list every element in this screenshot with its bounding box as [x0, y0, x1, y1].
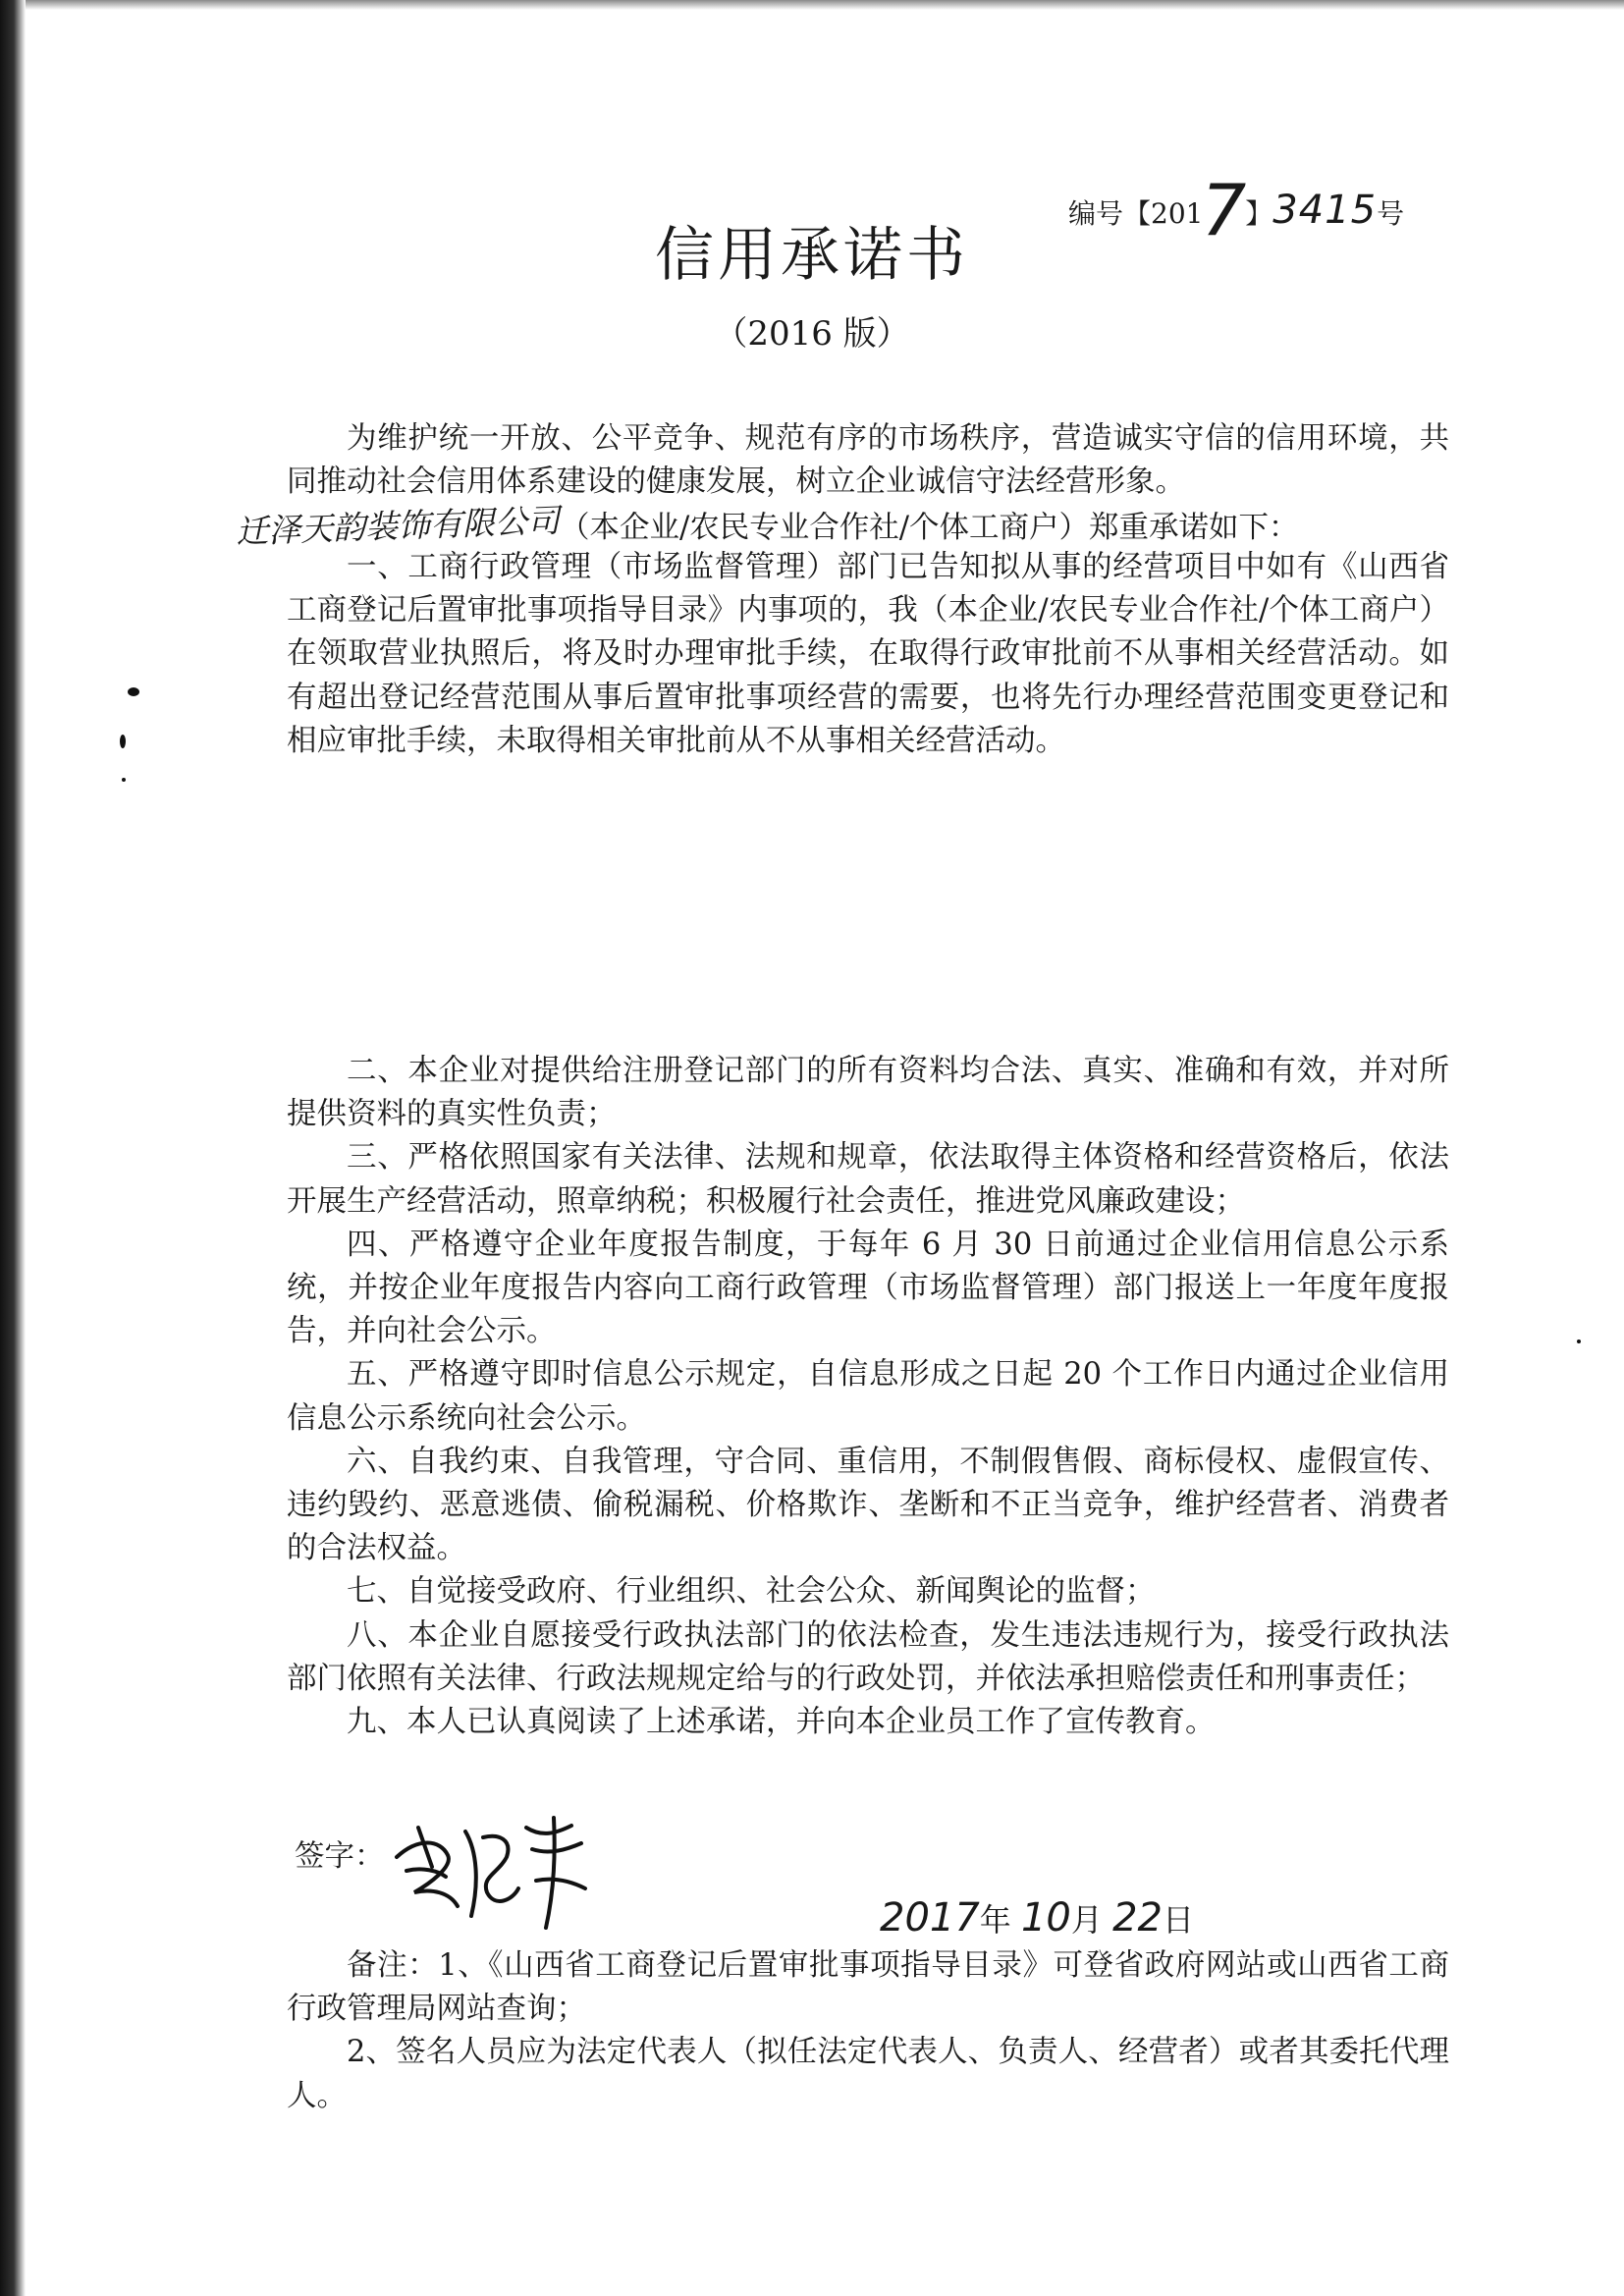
- clause-item: 八、本企业自愿接受行政执法部门的依法检查，发生违法违规行为，接受行政执法部门依照有关法律、行政法规规定给与的行政处罚，并依法承担赔偿责任和刑事责任；: [287, 1617, 1449, 1696]
- scan-speck: [1577, 1339, 1581, 1343]
- clause-item: 五、严格遵守即时信息公示规定，自信息形成之日起 20 个工作日内通过企业信用信息公示系统向社会公示。: [287, 1357, 1449, 1436]
- clause-item: 二、本企业对提供给注册登记部门的所有资料均合法、真实、准确和有效，并对所提供资料的真实性负责；: [287, 1054, 1449, 1132]
- date-year-unit: 年: [979, 1901, 1011, 1939]
- intro-paragraph: [287, 417, 1449, 504]
- clause-item: 七、自觉接受政府、行业组织、社会公众、新闻舆论的监督；: [347, 1574, 1156, 1610]
- clause-item: 三、严格依照国家有关法律、法规和规章，依法取得主体资格和经营资格后，依法开展生产经营活动，照章纳税；积极履行社会责任，推进党风廉政建设；: [287, 1140, 1449, 1219]
- date-month-unit: 月: [1070, 1901, 1103, 1939]
- clause-1-paragraph: [287, 546, 1449, 763]
- clause-item: 四、严格遵守企业年度报告制度，于每年 6 月 30 日前通过企业信用信息公示系统，并按企业年度报告内容向工商行政管理（市场监督管理）部门报送上一年度年度报告，并向社会公示。: [287, 1227, 1449, 1349]
- clause-item: 六、自我约束、自我管理，守合同、重信用，不制假售假、商标侵权、虚假宣传、违约毁约、恶意逃债、偷税漏税、价格欺诈、垄断和不正当竞争，维护经营者、消费者的合法权益。: [287, 1444, 1449, 1566]
- company-line: [235, 501, 1453, 551]
- notes-section: [287, 1944, 1449, 2118]
- document-edition: （2016 版）: [714, 314, 910, 354]
- note-item: 备注：1、《山西省工商登记后置审批事项指导目录》可登省政府网站或山西省工商行政管理局网站查询；: [287, 1948, 1449, 2027]
- scan-shadow-top: [26, 0, 1624, 10]
- company-name-handwritten: 迁泽天韵装饰有限公司: [235, 501, 561, 551]
- scan-speck: [128, 687, 139, 696]
- clause-item: 九、本人已认真阅读了上述承诺，并向本企业员工作了宣传教育。: [347, 1705, 1216, 1740]
- date-year-handwritten: 2017: [880, 1895, 980, 1941]
- signature-label: 签字：: [295, 1839, 385, 1874]
- date-day-unit: 日: [1162, 1901, 1194, 1939]
- serial-number-handwritten: 3415: [1272, 188, 1378, 233]
- signing-date: [880, 1895, 1194, 1941]
- date-month-handwritten: 10: [1020, 1895, 1071, 1941]
- serial-suffix: 号: [1377, 197, 1405, 230]
- scan-speck: [120, 735, 126, 748]
- date-day-handwritten: 22: [1112, 1895, 1163, 1941]
- intro-text: 为维护统一开放、公平竞争、规范有序的市场秩序，营造诚实守信的信用环境，共同推动社会信用体系建设的健康发展，树立企业诚信守法经营形象。: [287, 421, 1449, 500]
- clauses-list: [287, 1050, 1449, 1744]
- serial-prefix: 编号【201: [1068, 197, 1204, 230]
- note-item: 2、签名人员应为法定代表人（拟任法定代表人、负责人、经营者）或者其委托代理人。: [287, 2035, 1449, 2113]
- scan-speck: [122, 778, 126, 782]
- document-title: 信用承诺书: [655, 221, 969, 290]
- serial-bracket: 】: [1245, 197, 1273, 230]
- handwritten-signature: [389, 1798, 595, 1936]
- signature-row: [295, 1822, 687, 1930]
- clause-1-text: 一、工商行政管理（市场监督管理）部门已告知拟从事的经营项目中如有《山西省工商登记后置审批事项指导目录》内事项的，我（本企业/农民专业合作社/个体工商户）在领取营业执照后，将及时办理审批手续，在取得行政审批前不从事相关经营活动。如有超出登记经营范围从事后置审批事项经营的需要，也将先行办理经营范围变更登记和相应审批手续，未取得相关审批前从不从事相关经营活动。: [287, 550, 1449, 758]
- company-line-text: （本企业/农民专业合作社/个体工商户）郑重承诺如下：: [560, 511, 1299, 545]
- serial-year-digit-handwritten: 7: [1201, 169, 1248, 251]
